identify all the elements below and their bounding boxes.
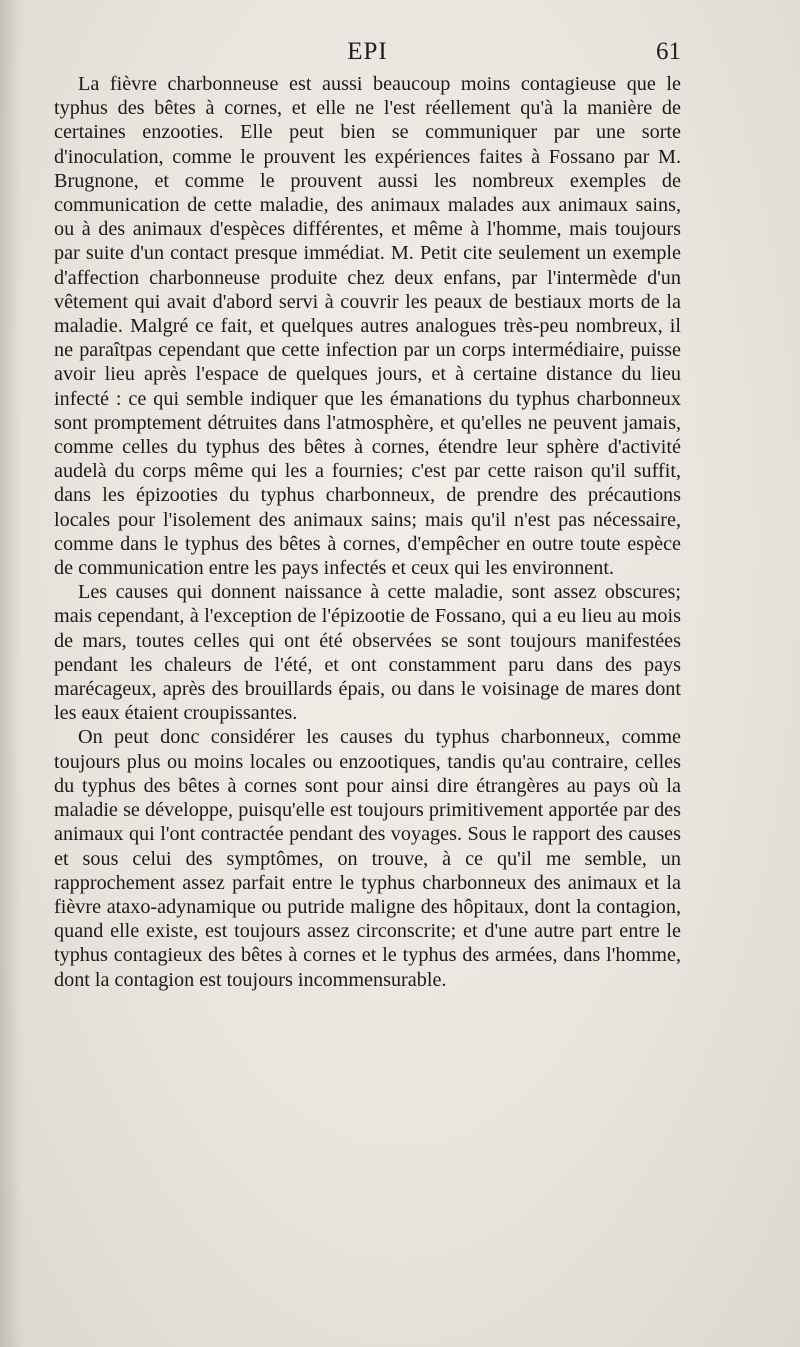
running-header bbox=[54, 38, 681, 68]
paragraph: On peut donc considérer les causes du typhus charbonneux, comme toujours plus ou moins locales ou enzootiques, tandis qu'au contraire, celles du typhus des bêtes à cornes sont pour ainsi dire étrangères au pays où la maladie se développe, puisqu'elle est toujours primitivement apportée par des animaux qui l'ont contractée pendant des voyages. Sous le rapport des causes et sous celui des symptômes, on trouve, à ce qu'il me semble, un rapprochement assez parfait entre le typhus charbonneux des animaux et la fièvre ataxo-adynamique ou putride maligne des hôpitaux, dont la contagion, quand elle existe, est toujours assez circonscrite; et d'une autre part entre le typhus contagieux des bêtes à cornes et le typhus des armées, dans l'homme, dont la contagion est toujours incommensurable. bbox=[54, 726, 681, 991]
paragraph: Les causes qui donnent naissance à cette maladie, sont assez obscures; mais cependant, à l'exception de l'épizootie de Fossano, qui a eu lieu au mois de mars, toutes celles qui ont été observées se sont toujours manifestées pendant les chaleurs de l'été, et ont constamment paru dans des pays marécageux, après des brouillards épais, ou dans le voisinage de mares dont les eaux étaient croupissantes. bbox=[54, 581, 681, 725]
page-number: 61 bbox=[656, 38, 681, 65]
binding-shadow bbox=[0, 0, 22, 1347]
running-title: EPI bbox=[347, 38, 388, 65]
paragraph: La fièvre charbonneuse est aussi beaucoup moins contagieuse que le typhus des bêtes à cornes, et elle ne l'est réellement qu'à la manière de certaines enzooties. Elle peut bien se communiquer par une sorte d'inoculation, comme le prouvent les expériences faites à Fossano par M. Brugnone, et comme le prouvent aussi les nombreux exemples de communication de cette maladie, des animaux malades aux animaux sains, ou à des animaux d'espèces différentes, et même à l'homme, mais toujours par suite d'un contact presque immédiat. M. Petit cite seulement un exemple d'affection charbonneuse produite chez deux enfans, par l'intermède d'un vêtement qui avait d'abord servi à couvrir les peaux de bestiaux morts de la maladie. Malgré ce fait, et quelques autres analogues très-peu nombreux, il ne paraîtpas cependant que cette infection par un corps intermédiaire, puisse avoir lieu après l'espace de quelques jours, et à certaine distance du lieu infecté : ce qui semble indiquer que les émanations du typhus charbonneux sont promptement détruites dans l'atmosphère, et qu'elles ne peuvent jamais, comme celles du typhus des bêtes à cornes, étendre leur sphère d'activité audelà du corps même qui les a fournies; c'est par cette raison qu'il suffit, dans les épizooties du typhus charbonneux, de prendre des précautions locales pour l'isolement des animaux sains; mais qu'il n'est pas nécessaire, comme dans le typhus des bêtes à cornes, d'empêcher en outre toute espèce de communication entre les pays infectés et ceux qui les environnent. bbox=[54, 73, 681, 580]
body-text bbox=[54, 72, 681, 992]
